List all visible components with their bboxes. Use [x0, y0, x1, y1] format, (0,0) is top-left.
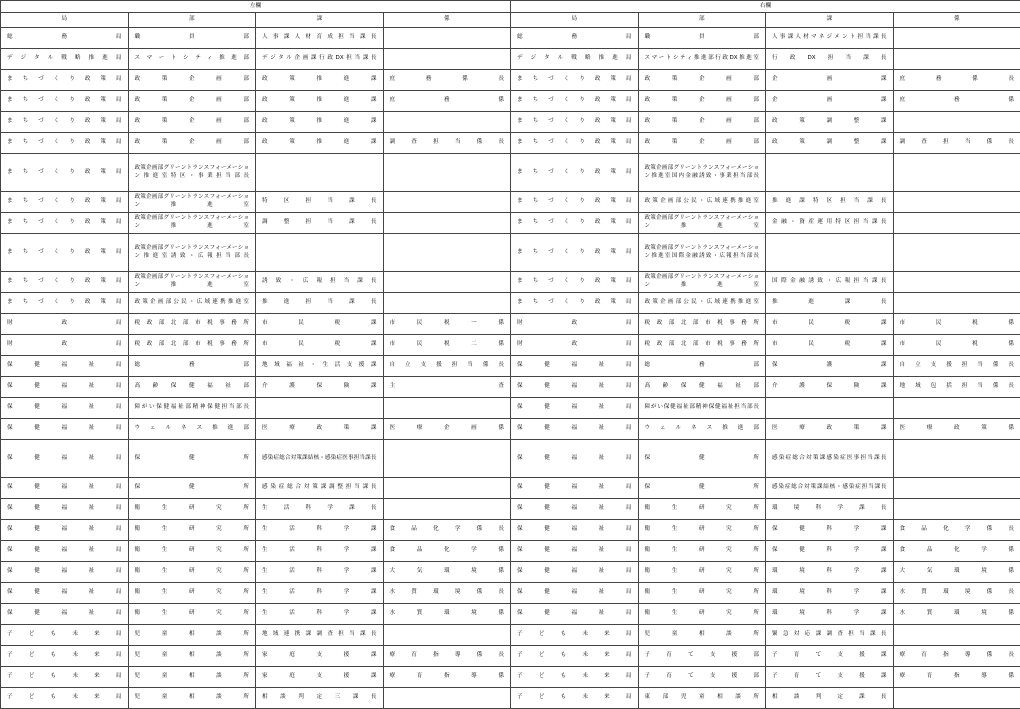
table-row [1, 28, 1020, 49]
right-section-cell: 金融・資産運用特区担当課長 [766, 213, 894, 234]
table-row [1, 478, 1020, 499]
right-department-cell: 保健所 [638, 440, 766, 478]
right-bureau-cell: 子ども未来局 [511, 688, 639, 709]
left-unit-cell [383, 49, 511, 70]
right-section-cell: 政策調整課 [766, 133, 894, 154]
left-unit-cell: 水質環境係 [383, 604, 511, 625]
right-bureau-cell: 保健福祉局 [511, 398, 639, 419]
right-unit-cell: 地域包括担当係長 [893, 377, 1020, 398]
right-bureau-cell: 保健福祉局 [511, 604, 639, 625]
left-section-cell: 推進担当課長 [256, 293, 384, 314]
right-department-cell: 政策企画部グリーントランスフォーメーション推進室国内金融誘致・事業担当部長 [638, 154, 766, 192]
left-section-cell: デジタル企画課行政DX担当課長 [256, 49, 384, 70]
right-unit-cell [893, 49, 1020, 70]
left-department-cell: 政策企画部 [128, 91, 256, 112]
right-unit-cell: 市民税係 [893, 314, 1020, 335]
right-department-cell: 政策企画部グリーントランスフォーメーション推進室 [638, 213, 766, 234]
table-row [1, 440, 1020, 478]
right-department-cell: 児童相談所 [638, 625, 766, 646]
left-bureau-cell: 子ども未来局 [1, 646, 129, 667]
left-bureau-cell: 保健福祉局 [1, 499, 129, 520]
right-bureau-cell: まちづくり政策局 [511, 133, 639, 154]
right-section-cell: 推進課長 [766, 293, 894, 314]
right-department-cell: 政策企画部グリーントランスフォーメーション推進室 [638, 272, 766, 293]
right-section-cell: 緊急対応課調査担当課長 [766, 625, 894, 646]
left-unit-cell [383, 499, 511, 520]
right-section-cell [766, 398, 894, 419]
left-bureau-cell: 保健福祉局 [1, 541, 129, 562]
left-section-cell: 人事課人材育成担当課長 [256, 28, 384, 49]
left-section-cell: 政策推進課 [256, 112, 384, 133]
right-department-cell: 障がい保健福祉部精神保健福祉担当部長 [638, 398, 766, 419]
right-unit-cell [893, 28, 1020, 49]
left-bureau-cell: 保健福祉局 [1, 398, 129, 419]
left-section-cell: 生活科学課長 [256, 499, 384, 520]
table-row [1, 377, 1020, 398]
left-unit-cell: 医療企画係 [383, 419, 511, 440]
left-bureau-cell: 子ども未来局 [1, 667, 129, 688]
right-department-cell: 衛生研究所 [638, 499, 766, 520]
right-unit-cell [893, 272, 1020, 293]
right-header-unit: 係 [893, 13, 1020, 28]
right-department-cell: 税政部北部市税事務所 [638, 335, 766, 356]
right-unit-cell: 調査担当係長 [893, 133, 1020, 154]
right-unit-cell: 自立支援担当係長 [893, 356, 1020, 377]
left-bureau-cell: まちづくり政策局 [1, 154, 129, 192]
left-department-cell: 児童相談所 [128, 667, 256, 688]
right-bureau-cell: まちづくり政策局 [511, 272, 639, 293]
left-department-cell: 政策企画部 [128, 133, 256, 154]
right-department-cell: 政策企画部 [638, 91, 766, 112]
right-department-cell: スマートシティ推進部行政DX推進室 [638, 49, 766, 70]
left-section-cell: 医療政策課 [256, 419, 384, 440]
right-bureau-cell: 子ども未来局 [511, 667, 639, 688]
left-department-cell: 衛生研究所 [128, 562, 256, 583]
left-section-cell: 誘致・広報担当課長 [256, 272, 384, 293]
right-bureau-cell: まちづくり政策局 [511, 192, 639, 213]
left-bureau-cell: まちづくり政策局 [1, 192, 129, 213]
right-section-cell: 人事課人材マネジメント担当課長 [766, 28, 894, 49]
left-department-cell: 政策企画部グリーントランスフォーメーション推進室 [128, 272, 256, 293]
left-unit-cell [383, 192, 511, 213]
left-section-cell: 感染症総合対策課結核・感染症医事担当課長 [256, 440, 384, 478]
left-department-cell: 政策企画部 [128, 112, 256, 133]
right-unit-cell [893, 478, 1020, 499]
left-department-cell: 児童相談所 [128, 625, 256, 646]
right-department-cell: 政策企画部 [638, 70, 766, 91]
left-section-cell: 家庭支援課 [256, 646, 384, 667]
left-department-cell: 衛生研究所 [128, 541, 256, 562]
table-row [1, 667, 1020, 688]
right-department-cell: 衛生研究所 [638, 520, 766, 541]
left-unit-cell: 食品化学係 [383, 541, 511, 562]
right-bureau-cell: 保健福祉局 [511, 520, 639, 541]
left-department-cell: ウェルネス推進部 [128, 419, 256, 440]
left-department-cell: 衛生研究所 [128, 583, 256, 604]
table-row [1, 112, 1020, 133]
right-bureau-cell: まちづくり政策局 [511, 234, 639, 272]
left-unit-cell [383, 398, 511, 419]
left-section-cell: 生活科学課 [256, 583, 384, 604]
left-bureau-cell: 保健福祉局 [1, 440, 129, 478]
right-section-cell [766, 154, 894, 192]
left-bureau-cell: まちづくり政策局 [1, 91, 129, 112]
left-section-cell: 生活科学課 [256, 604, 384, 625]
right-bureau-cell: まちづくり政策局 [511, 112, 639, 133]
table-row [1, 398, 1020, 419]
right-unit-cell [893, 213, 1020, 234]
right-section-cell: 介護保険課 [766, 377, 894, 398]
right-department-cell: 子育て支援部 [638, 667, 766, 688]
right-section-cell: 子育て支援課 [766, 667, 894, 688]
left-bureau-cell: まちづくり政策局 [1, 272, 129, 293]
right-section-cell: 環境科学課 [766, 583, 894, 604]
left-section-cell: 生活科学課 [256, 562, 384, 583]
table-row [1, 520, 1020, 541]
right-section-cell: 市民税課 [766, 314, 894, 335]
left-bureau-cell: まちづくり政策局 [1, 213, 129, 234]
right-bureau-cell: 保健福祉局 [511, 440, 639, 478]
left-column-header: 左欄 [1, 1, 511, 13]
right-department-cell: 高齢保健福祉部 [638, 377, 766, 398]
left-section-cell: 地域連携課調査担当課長 [256, 625, 384, 646]
left-unit-cell: 市民税二係 [383, 335, 511, 356]
left-unit-cell: 食品化学係長 [383, 520, 511, 541]
right-section-cell: 行政DX担当課長 [766, 49, 894, 70]
right-bureau-cell: 財政局 [511, 314, 639, 335]
right-department-cell: 子育て支援部 [638, 646, 766, 667]
right-bureau-cell: 子ども未来局 [511, 646, 639, 667]
right-section-cell: 政策調整課 [766, 112, 894, 133]
left-bureau-cell: 保健福祉局 [1, 520, 129, 541]
left-unit-cell: 大気環境係 [383, 562, 511, 583]
right-unit-cell [893, 192, 1020, 213]
left-unit-cell [383, 154, 511, 192]
right-department-cell: 税政部北部市税事務所 [638, 314, 766, 335]
right-column-header: 右欄 [511, 1, 1020, 13]
right-unit-cell [893, 499, 1020, 520]
left-bureau-cell: 子ども未来局 [1, 625, 129, 646]
left-unit-cell [383, 625, 511, 646]
right-header-department: 部 [638, 13, 766, 28]
right-bureau-cell: 保健福祉局 [511, 499, 639, 520]
left-header-bureau: 局 [1, 13, 129, 28]
left-department-cell: 児童相談所 [128, 688, 256, 709]
table-row [1, 70, 1020, 91]
left-unit-cell [383, 478, 511, 499]
right-section-cell: 医療政策課 [766, 419, 894, 440]
left-department-cell: 職員部 [128, 28, 256, 49]
table-row [1, 541, 1020, 562]
left-bureau-cell: 総務局 [1, 28, 129, 49]
left-department-cell: 児童相談所 [128, 646, 256, 667]
left-section-cell: 感染症総合対策課調整担当課長 [256, 478, 384, 499]
left-bureau-cell: 財政局 [1, 335, 129, 356]
table-row [1, 192, 1020, 213]
right-section-cell: 企画課 [766, 70, 894, 91]
right-section-cell: 子育て支援課 [766, 646, 894, 667]
right-bureau-cell: 保健福祉局 [511, 562, 639, 583]
right-unit-cell [893, 112, 1020, 133]
right-department-cell: 衛生研究所 [638, 562, 766, 583]
left-unit-cell [383, 28, 511, 49]
left-unit-cell: 主査 [383, 377, 511, 398]
right-bureau-cell: 保健福祉局 [511, 478, 639, 499]
table-row [1, 646, 1020, 667]
left-department-cell: 保健所 [128, 478, 256, 499]
right-unit-cell [893, 440, 1020, 478]
right-bureau-cell: まちづくり政策局 [511, 154, 639, 192]
right-department-cell: 政策企画部 [638, 133, 766, 154]
left-section-cell: 政策推進課 [256, 133, 384, 154]
left-department-cell: 障がい保健福祉部精神保健担当部長 [128, 398, 256, 419]
left-department-cell: 政策企画部公民・広域連携推進室 [128, 293, 256, 314]
left-unit-cell [383, 688, 511, 709]
left-section-cell [256, 234, 384, 272]
right-section-cell: 感染症総合対策課感染症医事担当課長 [766, 440, 894, 478]
left-unit-cell: 庶務係長 [383, 70, 511, 91]
right-bureau-cell: 保健福祉局 [511, 541, 639, 562]
right-bureau-cell: 子ども未来局 [511, 625, 639, 646]
left-department-cell: 税政部北部市税事務所 [128, 314, 256, 335]
left-section-cell: 市民税課 [256, 314, 384, 335]
left-unit-cell: 調査担当係長 [383, 133, 511, 154]
left-section-cell: 政策推進課 [256, 70, 384, 91]
right-unit-cell: 療育指導係長 [893, 646, 1020, 667]
table-row [1, 91, 1020, 112]
left-bureau-cell: デジタル戦略推進局 [1, 49, 129, 70]
table-row [1, 272, 1020, 293]
right-header-bureau: 局 [511, 13, 639, 28]
table-body [1, 28, 1020, 709]
left-department-cell: 衛生研究所 [128, 604, 256, 625]
right-unit-cell: 療育指導係 [893, 667, 1020, 688]
right-unit-cell: 大気環境係 [893, 562, 1020, 583]
right-bureau-cell: デジタル戦略推進局 [511, 49, 639, 70]
table-row [1, 335, 1020, 356]
right-department-cell: 政策企画部公民・広域連携推進室 [638, 192, 766, 213]
left-unit-cell: 市民税一係 [383, 314, 511, 335]
left-bureau-cell: 財政局 [1, 314, 129, 335]
left-bureau-cell: 子ども未来局 [1, 688, 129, 709]
left-bureau-cell: 保健福祉局 [1, 583, 129, 604]
right-bureau-cell: 保健福祉局 [511, 419, 639, 440]
right-unit-cell: 市民税係 [893, 335, 1020, 356]
left-bureau-cell: まちづくり政策局 [1, 293, 129, 314]
right-bureau-cell: 保健福祉局 [511, 377, 639, 398]
table-row [1, 419, 1020, 440]
left-unit-cell: 療育指導係 [383, 667, 511, 688]
left-unit-cell [383, 293, 511, 314]
right-unit-cell [893, 688, 1020, 709]
right-section-cell: 相談判定課長 [766, 688, 894, 709]
table-row [1, 133, 1020, 154]
left-bureau-cell: 保健福祉局 [1, 419, 129, 440]
left-unit-cell [383, 112, 511, 133]
left-section-cell [256, 154, 384, 192]
left-section-cell: 介護保険課 [256, 377, 384, 398]
table-row [1, 499, 1020, 520]
left-department-cell: 政策企画部グリーントランスフォーメーション推進室 [128, 192, 256, 213]
table-row [1, 562, 1020, 583]
right-unit-cell: 水質環境係長 [893, 583, 1020, 604]
right-bureau-cell: 保健福祉局 [511, 583, 639, 604]
right-department-cell: ウェルネス推進部 [638, 419, 766, 440]
left-bureau-cell: 保健福祉局 [1, 478, 129, 499]
left-unit-cell [383, 213, 511, 234]
right-bureau-cell: まちづくり政策局 [511, 91, 639, 112]
right-section-cell: 環境科学課 [766, 604, 894, 625]
right-department-cell: 政策企画部 [638, 112, 766, 133]
right-bureau-cell: 保健福祉局 [511, 356, 639, 377]
table-row [1, 688, 1020, 709]
left-header-department: 部 [128, 13, 256, 28]
table-row [1, 49, 1020, 70]
right-section-cell: 国際金融誘致・広報担当課長 [766, 272, 894, 293]
left-header-section: 課 [256, 13, 384, 28]
table-row [1, 604, 1020, 625]
left-bureau-cell: 保健福祉局 [1, 377, 129, 398]
left-unit-cell: 自立支援担当係長 [383, 356, 511, 377]
right-header-section: 課 [766, 13, 894, 28]
right-department-cell: 政策企画部公民・広域連携推進室 [638, 293, 766, 314]
right-unit-cell: 医療政策係 [893, 419, 1020, 440]
table-row [1, 213, 1020, 234]
right-section-cell: 推進課特区担当課長 [766, 192, 894, 213]
left-section-cell: 特区担当課長 [256, 192, 384, 213]
left-department-cell: 税政部北部市税事務所 [128, 335, 256, 356]
table-row [1, 583, 1020, 604]
left-department-cell: 政策企画部グリーントランスフォーメーション推進室特区・事業担当部長 [128, 154, 256, 192]
left-section-cell: 調整担当課長 [256, 213, 384, 234]
right-section-cell: 保健科学課 [766, 520, 894, 541]
left-department-cell: 衛生研究所 [128, 520, 256, 541]
left-department-cell: 総務部 [128, 356, 256, 377]
right-department-cell: 総務部 [638, 356, 766, 377]
right-department-cell: 保健所 [638, 478, 766, 499]
right-section-cell [766, 234, 894, 272]
table-row [1, 314, 1020, 335]
right-department-cell: 東部児童相談所 [638, 688, 766, 709]
right-unit-cell: 庶務係長 [893, 70, 1020, 91]
left-unit-cell [383, 272, 511, 293]
right-unit-cell: 食品化学係 [893, 541, 1020, 562]
right-unit-cell [893, 625, 1020, 646]
right-department-cell: 政策企画部グリーントランスフォーメーション推進室国際金融誘致・広報担当部長 [638, 234, 766, 272]
left-unit-cell [383, 440, 511, 478]
right-section-cell: 保護課 [766, 356, 894, 377]
table-row [1, 356, 1020, 377]
left-header-unit: 係 [383, 13, 511, 28]
left-bureau-cell: 保健福祉局 [1, 562, 129, 583]
left-bureau-cell: まちづくり政策局 [1, 112, 129, 133]
right-section-cell: 環境科学課長 [766, 499, 894, 520]
left-department-cell: 高齢保健福祉部 [128, 377, 256, 398]
right-department-cell: 衛生研究所 [638, 541, 766, 562]
left-section-cell: 生活科学課 [256, 541, 384, 562]
right-unit-cell [893, 154, 1020, 192]
right-bureau-cell: 総務局 [511, 28, 639, 49]
right-unit-cell [893, 234, 1020, 272]
left-bureau-cell: まちづくり政策局 [1, 133, 129, 154]
right-unit-cell [893, 398, 1020, 419]
table-row [1, 234, 1020, 272]
table-row [1, 293, 1020, 314]
left-bureau-cell: 保健福祉局 [1, 604, 129, 625]
left-section-cell: 市民税課 [256, 335, 384, 356]
left-department-cell: 保健所 [128, 440, 256, 478]
left-bureau-cell: 保健福祉局 [1, 356, 129, 377]
left-section-cell: 地域福祉・生活支援課 [256, 356, 384, 377]
right-unit-cell: 食品化学係長 [893, 520, 1020, 541]
right-section-cell: 感染症総合対策課結核・感染症担当課長 [766, 478, 894, 499]
left-section-cell: 相談判定三課長 [256, 688, 384, 709]
table-row [1, 154, 1020, 192]
right-section-cell: 企画課 [766, 91, 894, 112]
left-department-cell: スマートシティ推進部 [128, 49, 256, 70]
right-unit-cell [893, 293, 1020, 314]
left-bureau-cell: まちづくり政策局 [1, 234, 129, 272]
right-bureau-cell: まちづくり政策局 [511, 213, 639, 234]
right-unit-cell: 庶務係 [893, 91, 1020, 112]
right-section-cell: 市民税課 [766, 335, 894, 356]
left-department-cell: 政策企画部グリーントランスフォーメーション推進室誘致・広報担当部長 [128, 234, 256, 272]
right-department-cell: 職員部 [638, 28, 766, 49]
right-department-cell: 衛生研究所 [638, 583, 766, 604]
left-unit-cell: 庶務係 [383, 91, 511, 112]
left-bureau-cell: まちづくり政策局 [1, 70, 129, 91]
left-unit-cell [383, 234, 511, 272]
left-section-cell: 政策推進課 [256, 91, 384, 112]
right-department-cell: 衛生研究所 [638, 604, 766, 625]
right-section-cell: 環境科学課 [766, 562, 894, 583]
right-bureau-cell: まちづくり政策局 [511, 70, 639, 91]
left-section-cell: 家庭支援課 [256, 667, 384, 688]
left-unit-cell: 療育指導係長 [383, 646, 511, 667]
right-bureau-cell: 財政局 [511, 335, 639, 356]
table-row [1, 625, 1020, 646]
left-department-cell: 衛生研究所 [128, 499, 256, 520]
right-bureau-cell: まちづくり政策局 [511, 293, 639, 314]
left-unit-cell: 水質環境係長 [383, 583, 511, 604]
left-department-cell: 政策企画部 [128, 70, 256, 91]
left-department-cell: 政策企画部グリーントランスフォーメーション推進室 [128, 213, 256, 234]
left-section-cell: 生活科学課 [256, 520, 384, 541]
right-section-cell: 保健科学課 [766, 541, 894, 562]
right-unit-cell: 水質環境係 [893, 604, 1020, 625]
left-section-cell [256, 398, 384, 419]
